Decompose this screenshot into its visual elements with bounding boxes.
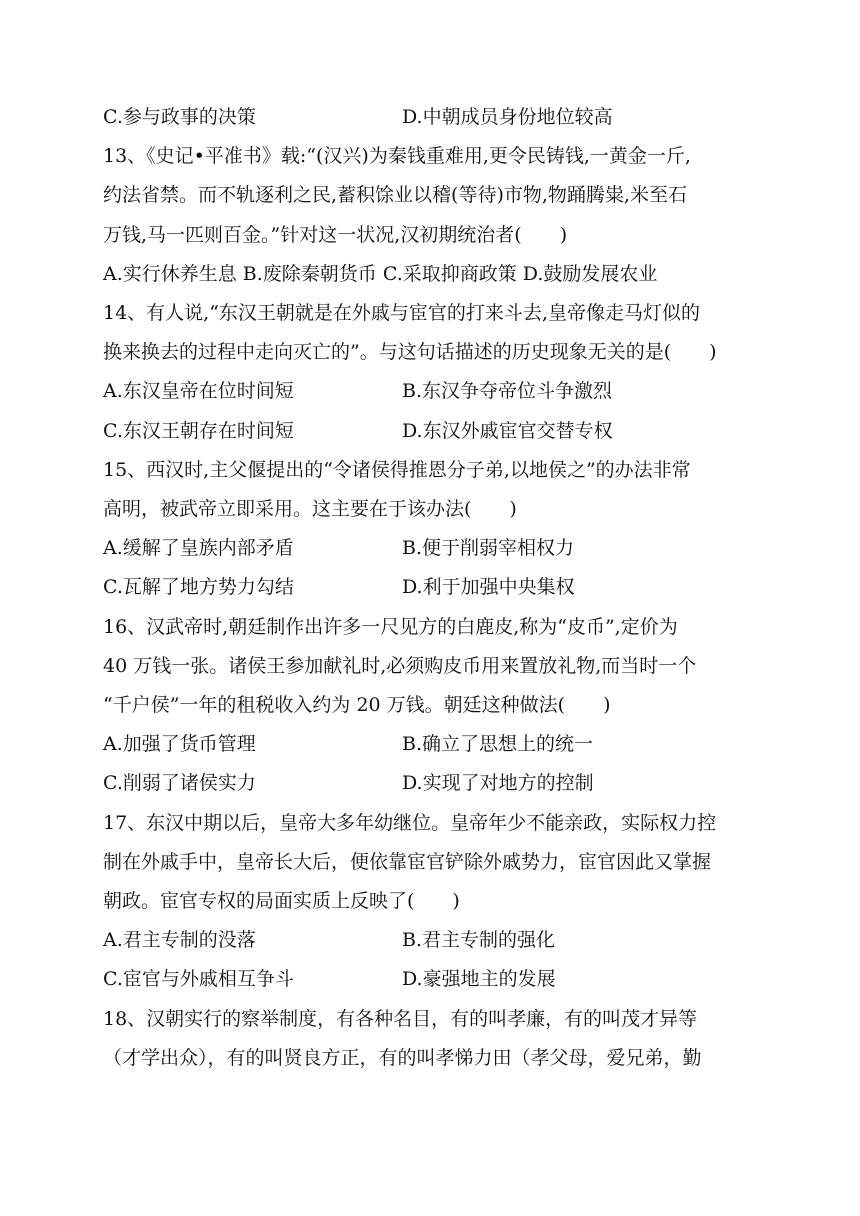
text-line: 17、东汉中期以后，皇帝大多年幼继位。皇帝年少不能亲政，实际权力控 <box>103 812 717 834</box>
option-row <box>103 764 774 802</box>
option-left: A.东汉皇帝在位时间短 <box>103 380 294 402</box>
text-line: 40 万钱一张。诸侯王参加献礼时,必须购皮币用来置放礼物,而当时一个 <box>103 655 697 677</box>
option-right: B.东汉争夺帝位斗争激烈 <box>402 380 613 402</box>
option-right: D.利于加强中央集权 <box>402 576 575 598</box>
text-line: 朝政。宦官专权的局面实质上反映了( ) <box>103 890 460 912</box>
text-line: 换来换去的过程中走向灭亡的”。与这句话描述的历史现象无关的是( ) <box>103 341 717 363</box>
option-right: B.确立了思想上的统一 <box>402 733 594 755</box>
option-right: D.实现了对地方的控制 <box>402 772 594 794</box>
option-left: C.削弱了诸侯实力 <box>103 772 256 794</box>
option-left: A.加强了货币管理 <box>103 733 256 755</box>
option-row <box>103 372 774 410</box>
text-line: 15、西汉时,主父偃提出的“令诸侯得推恩分子弟,以地侯之”的办法非常 <box>103 459 691 481</box>
option-right: B.君主专制的强化 <box>402 929 556 951</box>
option-row <box>103 529 774 567</box>
text-line: 约法省禁。而不轨逐利之民,蓄积馀业以稽(等待)市物,物踊腾粜,米至石 <box>103 184 687 206</box>
text-line: 万钱,马一匹则百金。”针对这一状况,汉初期统治者( ) <box>103 224 568 246</box>
text-line: 14、有人说,“东汉王朝就是在外戚与宦官的打来斗去,皇帝像走马灯似的 <box>103 302 700 324</box>
option-left: C.瓦解了地方势力勾结 <box>103 576 294 598</box>
option-right: B.便于削弱宰相权力 <box>402 537 575 559</box>
option-row <box>103 98 774 136</box>
option-right: D.东汉外戚宦官交替专权 <box>402 420 613 442</box>
option-left: C.东汉王朝存在时间短 <box>103 420 294 442</box>
option-left: C.参与政事的决策 <box>103 106 256 128</box>
text-line: 13、《史记•平准书》载:“(汉兴)为秦钱重难用,更令民铸钱,一黄金一斤, <box>103 145 691 167</box>
option-row <box>103 412 774 450</box>
option-right: D.豪强地主的发展 <box>402 968 556 990</box>
option-row <box>103 921 774 959</box>
text-line: A.实行休养生息 B.废除秦朝货币 C.采取抑商政策 D.鼓励发展农业 <box>103 263 658 285</box>
text-line: 18、汉朝实行的察举制度，有各种名目，有的叫孝廉，有的叫茂才异等 <box>103 1008 698 1030</box>
option-left: A.君主专制的没落 <box>103 929 256 951</box>
text-line: 制在外戚手中，皇帝长大后，便依靠宦官铲除外戚势力，宦官因此又掌握 <box>103 851 712 873</box>
text-line: 高明，被武帝立即采用。这主要在于该办法( ) <box>103 498 517 520</box>
text-line: “千户侯”一年的租税收入约为 20 万钱。朝廷这种做法( ) <box>103 694 611 716</box>
option-right: D.中朝成员身份地位较高 <box>402 106 613 128</box>
text-line: （才学出众），有的叫贤良方正，有的叫孝悌力田（孝父母，爱兄弟，勤 <box>103 1047 702 1069</box>
text-line: 16、汉武帝时,朝廷制作出许多一尺见方的白鹿皮,称为“皮币”,定价为 <box>103 616 678 638</box>
option-row <box>103 960 774 998</box>
option-left: A.缓解了皇族内部矛盾 <box>103 537 294 559</box>
option-row <box>103 568 774 606</box>
option-left: C.宦官与外戚相互争斗 <box>103 968 294 990</box>
option-row <box>103 725 774 763</box>
